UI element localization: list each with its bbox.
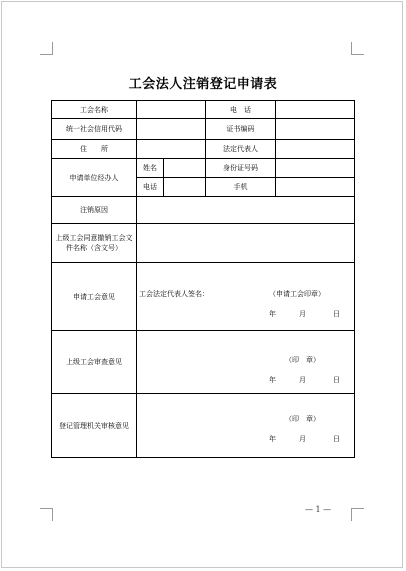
page-number: — 1 — [305, 505, 332, 514]
field-legal-rep[interactable] [276, 140, 355, 159]
legal-rep-signature-label: 工会法定代表人签名： [139, 290, 209, 298]
crop-mark-bottom-left [40, 508, 53, 521]
label-address: 住 所 [52, 140, 137, 159]
application-form-table [51, 100, 355, 458]
date-day-label: 日 [333, 376, 340, 384]
label-credit-code: 统一社会信用代码 [52, 119, 137, 140]
label-approval-doc: 上级工会同意撤销工会文件名称（含文号） [52, 224, 137, 263]
label-cancel-reason: 注销原因 [52, 197, 137, 224]
document-title: 工会法人注销登记申请表 [128, 77, 278, 92]
field-credit-code[interactable] [137, 119, 206, 140]
form-row-credit-code [52, 119, 355, 140]
date-day-label: 日 [333, 310, 340, 318]
seal-label: （印 章） [285, 415, 320, 423]
form-row-handler-1 [52, 159, 355, 178]
field-mobile[interactable] [276, 178, 355, 197]
crop-mark-top-left [40, 42, 53, 55]
field-registration-opinion[interactable] [137, 394, 355, 458]
label-id-no: 身份证号码 [206, 159, 276, 178]
field-address[interactable] [137, 140, 206, 159]
form-row-registration-opinion [52, 394, 355, 458]
form-row-superior-opinion [52, 331, 355, 394]
label-applicant-handler: 申请单位经办人 [52, 159, 137, 197]
union-seal-label: （申请工会印章） [269, 290, 325, 298]
label-applicant-opinion: 申请工会意见 [52, 263, 137, 331]
label-name: 姓名 [137, 159, 164, 178]
date-year-label: 年 [269, 376, 276, 384]
label-phone: 电 话 [206, 101, 276, 119]
date-day-label: 日 [333, 435, 340, 443]
field-phone[interactable] [276, 101, 355, 119]
crop-mark-top-right [351, 42, 364, 55]
label-handler-phone: 电话 [137, 178, 164, 197]
form-row-address [52, 140, 355, 159]
label-superior-opinion: 上级工会审查意见 [52, 331, 137, 394]
form-row-approval-doc [52, 224, 355, 263]
date-month-label: 月 [299, 310, 306, 318]
label-legal-rep: 法定代表人 [206, 140, 276, 159]
seal-label: （印 章） [285, 356, 320, 364]
label-registration-opinion: 登记管理机关审核意见 [52, 394, 137, 458]
field-cancel-reason[interactable] [137, 197, 355, 224]
field-id-no[interactable] [276, 159, 355, 178]
date-month-label: 月 [299, 376, 306, 384]
field-union-name[interactable] [137, 101, 206, 119]
date-year-label: 年 [269, 435, 276, 443]
field-approval-doc[interactable] [137, 224, 355, 263]
date-month-label: 月 [299, 435, 306, 443]
field-handler-name[interactable] [164, 159, 206, 178]
label-cert-no: 证书编码 [206, 119, 276, 140]
field-handler-phone[interactable] [164, 178, 206, 197]
date-year-label: 年 [269, 310, 276, 318]
field-superior-opinion[interactable] [137, 331, 355, 394]
form-row-union-name [52, 101, 355, 119]
field-cert-no[interactable] [276, 119, 355, 140]
label-mobile: 手机 [206, 178, 276, 197]
label-union-name: 工会名称 [52, 101, 137, 119]
field-applicant-opinion[interactable] [137, 263, 355, 331]
crop-mark-bottom-right [351, 508, 364, 521]
form-row-applicant-opinion [52, 263, 355, 331]
form-row-cancel-reason [52, 197, 355, 224]
